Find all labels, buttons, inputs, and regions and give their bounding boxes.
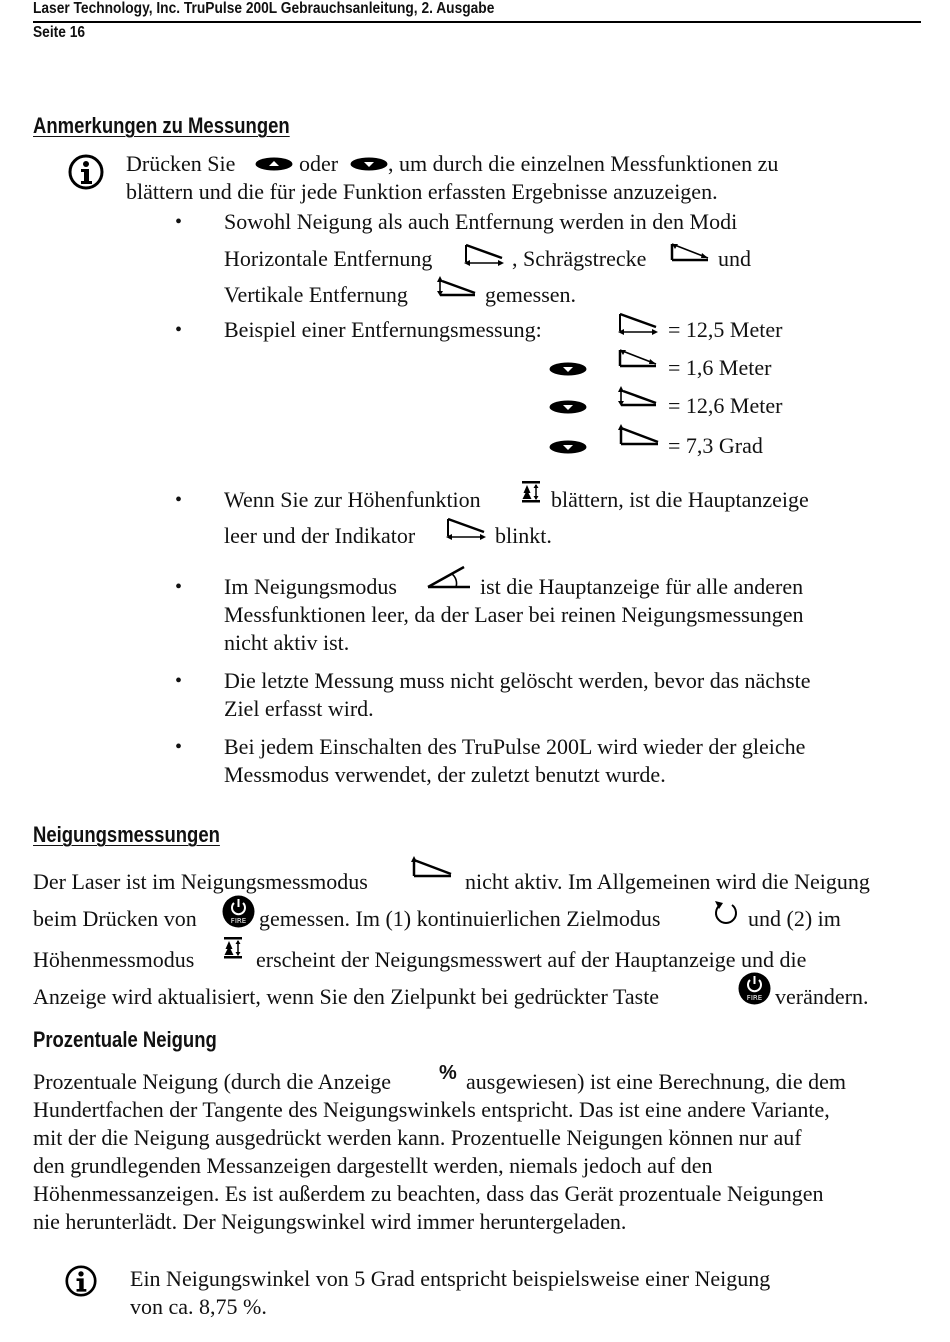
info-icon <box>68 154 104 190</box>
s3-line1b: ausgewiesen) ist eine Berechnung, die dem <box>466 1069 846 1094</box>
bullet6-line1: Bei jedem Einschalten des TruPulse 200L wird wieder der gleiche <box>224 734 806 759</box>
s2-line2b: gemessen. Im (1) kontinuierlichen Zielmodus <box>259 906 661 931</box>
header-rule <box>33 21 921 23</box>
s3-line1a: Prozentuale Neigung (durch die Anzeige <box>33 1069 391 1094</box>
down-button-icon <box>549 400 587 414</box>
bullet4-line2: Messfunktionen leer, da der Laser bei reinen Neigungsmessungen <box>224 602 804 627</box>
bullet-4: • <box>175 576 183 598</box>
s3-line2: Hundertfachen der Tangente des Neigungswinkels entspricht. Das ist eine andere Variante, <box>33 1097 830 1122</box>
note-text-line1-start: Drücken Sie <box>126 151 236 176</box>
s3-line6: nie herunterlädt. Der Neigungswinkel wird immer heruntergeladen. <box>33 1209 627 1234</box>
s2-line2c: und (2) im <box>748 906 841 931</box>
bullet3-line1a: Wenn Sie zur Höhenfunktion <box>224 487 481 512</box>
bullet1-line3a: Vertikale Entfernung <box>224 282 408 307</box>
bullet3-line2a: leer und der Indikator <box>224 523 416 548</box>
percent-icon: % <box>439 1062 457 1084</box>
document-header-title: Laser Technology, Inc. TruPulse 200L Gebrauchsanleitung, 2. Ausgabe <box>33 0 495 17</box>
s3-note-line1: Ein Neigungswinkel von 5 Grad entspricht beispielsweise einer Neigung <box>130 1266 771 1291</box>
bullet-5: • <box>175 670 183 692</box>
s2-line1a: Der Laser ist im Neigungsmessmodus <box>33 869 368 894</box>
bullet-6: • <box>175 736 183 758</box>
s2-line4b: verändern. <box>775 984 869 1009</box>
s3-line5: Höhenmessanzeigen. Es ist außerdem zu beachten, dass das Gerät prozentuale Neigungen <box>33 1181 824 1206</box>
bullet3-line1b: blättern, ist die Hauptanzeige <box>551 487 809 512</box>
s2-line3a: Höhenmessmodus <box>33 947 195 972</box>
note-text-line1-end: , um durch die einzelnen Messfunktionen zu <box>388 151 779 176</box>
bullet1-line2c: und <box>718 246 751 271</box>
down-button-icon <box>549 440 587 454</box>
bullet2-label: Beispiel einer Entfernungsmessung: <box>224 317 542 342</box>
bullet3-line2b: blinkt. <box>495 523 552 548</box>
bullet-1: • <box>175 211 183 233</box>
horizontal-distance-icon <box>464 242 506 268</box>
bullet4-line1a: Im Neigungsmodus <box>224 574 397 599</box>
section-heading-prozentuale-neigung: Prozentuale Neigung <box>33 1027 217 1052</box>
fire-button-icon <box>738 972 771 1005</box>
fire-label: FIRE <box>230 917 247 925</box>
s3-line3: mit der die Neigung ausgedrückt werden kann. Prozentuelle Neigungen können nur auf <box>33 1125 802 1150</box>
s3-line4: den grundlegenden Messanzeigen dargestellt werden, niemals jedoch auf den <box>33 1153 713 1178</box>
horizontal-distance-icon <box>618 311 660 337</box>
example-value-3: = 12,6 Meter <box>668 393 783 418</box>
bullet6-line2: Messmodus verwendet, der zuletzt benutzt wurde. <box>224 762 666 787</box>
bullet4-line1b: ist die Hauptanzeige für alle anderen <box>480 574 804 599</box>
down-button-icon <box>350 157 388 171</box>
bullet1-line2b: , Schrägstrecke <box>512 246 647 271</box>
s2-line2a: beim Drücken von <box>33 906 197 931</box>
down-button-icon <box>549 362 587 376</box>
slope-distance-icon <box>618 348 660 372</box>
s3-note-line2: von ca. 8,75 %. <box>130 1294 267 1319</box>
page-number: Seite 16 <box>33 24 86 41</box>
s2-line4a: Anzeige wird aktualisiert, wenn Sie den Zielpunkt bei gedrückter Taste <box>33 984 660 1009</box>
info-icon <box>65 1265 97 1297</box>
inclination-icon <box>618 424 662 448</box>
s2-line1b: nicht aktiv. Im Allgemeinen wird die Neigung <box>465 869 870 894</box>
bullet1-line1: Sowohl Neigung als auch Entfernung werden in den Modi <box>224 209 738 234</box>
up-button-icon <box>255 157 293 171</box>
slope-distance-icon <box>670 242 712 266</box>
example-value-1: = 12,5 Meter <box>668 317 783 342</box>
s2-line3b: erscheint der Neigungsmesswert auf der Hauptanzeige und die <box>256 947 807 972</box>
bullet-2: • <box>175 319 183 341</box>
vertical-distance-icon <box>437 276 479 300</box>
example-value-4: = 7,3 Grad <box>668 433 763 458</box>
bullet-3: • <box>175 489 183 511</box>
bullet5-line2: Ziel erfasst wird. <box>224 696 374 721</box>
section-heading-anmerkungen: Anmerkungen zu Messungen <box>33 113 290 138</box>
bullet1-line3b: gemessen. <box>485 282 577 307</box>
inclination-mode-icon <box>426 564 472 590</box>
height-icon <box>522 481 542 505</box>
vertical-distance-icon <box>618 386 660 410</box>
bullet4-line3: nicht aktiv ist. <box>224 630 350 655</box>
horizontal-distance-icon <box>446 516 488 542</box>
continuous-mode-icon <box>712 900 740 926</box>
bullet5-line1: Die letzte Messung muss nicht gelöscht werden, bevor das nächste <box>224 668 811 693</box>
bullet1-line2a: Horizontale Entfernung <box>224 246 433 271</box>
inclination-icon <box>411 856 457 882</box>
example-value-2: = 1,6 Meter <box>668 355 772 380</box>
fire-label: FIRE <box>746 994 763 1002</box>
note-text-line2: blättern und die für jede Funktion erfassten Ergebnisse anzuzeigen. <box>126 179 718 204</box>
fire-button-icon <box>222 895 255 928</box>
section-heading-neigungsmessungen: Neigungsmessungen <box>33 822 220 847</box>
note-text-oder: oder <box>299 151 339 176</box>
height-icon <box>224 937 244 961</box>
